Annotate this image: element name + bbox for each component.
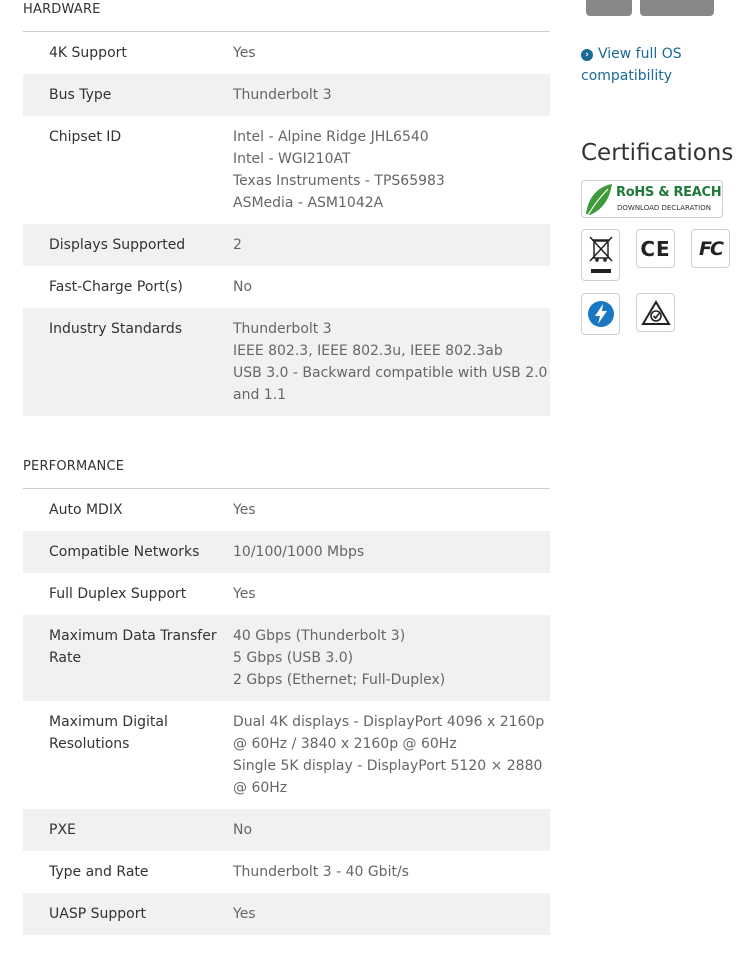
spec-value-line: 40 Gbps (Thunderbolt 3)	[233, 628, 406, 644]
table-row	[23, 809, 550, 851]
hardware-table	[23, 32, 550, 416]
top-button-1[interactable]	[586, 0, 632, 16]
spec-label-line: Type and Rate	[49, 864, 149, 880]
spec-value	[233, 126, 550, 214]
spec-value	[233, 583, 550, 605]
weee-badge	[581, 229, 620, 281]
spec-label	[23, 234, 233, 256]
table-row	[23, 701, 550, 809]
spec-value	[233, 861, 550, 883]
table-row	[23, 615, 550, 701]
spec-value-line: Yes	[233, 45, 256, 61]
spec-label	[23, 499, 233, 521]
spec-label	[23, 42, 233, 64]
table-row	[23, 531, 550, 573]
rohs-main-text: RoHS & REACH	[616, 185, 722, 200]
chevron-right-icon: ›	[581, 49, 593, 61]
spec-value-line: Texas Instruments - TPS65983	[233, 173, 445, 189]
os-link-text: View full OS compatibility	[581, 46, 682, 84]
table-row	[23, 573, 550, 615]
spec-value-line: 2 Gbps (Ethernet; Full-Duplex)	[233, 672, 446, 688]
spec-value	[233, 819, 550, 841]
spec-value-line: USB 3.0 - Backward compatible with USB 2.0 and 1.1	[233, 365, 548, 403]
performance-table	[23, 489, 550, 935]
spec-label	[23, 126, 233, 214]
spec-label-line: Maximum Data Transfer Rate	[49, 628, 217, 666]
spec-value	[233, 318, 550, 406]
table-row	[23, 74, 550, 116]
table-row	[23, 489, 550, 531]
spec-value	[233, 711, 550, 799]
spec-label-line: 4K Support	[49, 45, 127, 61]
rohs-reach-badge[interactable]	[581, 180, 723, 218]
hardware-title: HARDWARE	[23, 2, 101, 17]
spec-value-line: IEEE 802.3, IEEE 802.3u, IEEE 802.3ab	[233, 343, 503, 359]
spec-label-line: Chipset ID	[49, 129, 122, 145]
spec-value-line: Dual 4K displays - DisplayPort 4096 x 2160p @ 60Hz / 3840 x 2160p @ 60Hz	[233, 714, 545, 752]
spec-value	[233, 499, 550, 521]
spec-value	[233, 625, 550, 691]
spec-value	[233, 234, 550, 256]
spec-value-line: No	[233, 822, 253, 838]
spec-value-line: Intel - WGI210AT	[233, 151, 351, 167]
rohs-sub-text: DOWNLOAD DECLARATION	[617, 204, 711, 212]
spec-label-line: Fast-Charge Port(s)	[49, 279, 183, 295]
certifications-title: Certifications	[581, 140, 734, 166]
spec-label	[23, 903, 233, 925]
spec-value-line: Yes	[233, 586, 256, 602]
spec-value	[233, 903, 550, 925]
spec-value-line: 5 Gbps (USB 3.0)	[233, 650, 354, 666]
top-button-3[interactable]	[668, 0, 714, 16]
spec-label-line: Displays Supported	[49, 237, 186, 253]
table-row	[23, 224, 550, 266]
thunderbolt-badge	[581, 293, 620, 335]
rcm-badge	[636, 293, 675, 332]
spec-label-line: Compatible Networks	[49, 544, 200, 560]
spec-value	[233, 541, 550, 563]
spec-value-line: ASMedia - ASM1042A	[233, 195, 384, 211]
os-compatibility-link[interactable]	[581, 43, 741, 87]
spec-value-line: Intel - Alpine Ridge JHL6540	[233, 129, 429, 145]
spec-value-line: Thunderbolt 3 - 40 Gbit/s	[233, 864, 409, 880]
fcc-badge	[691, 229, 730, 268]
spec-value-line: 2	[233, 237, 242, 253]
spec-label-line: PXE	[49, 822, 76, 838]
spec-label	[23, 625, 233, 691]
spec-value	[233, 84, 550, 106]
spec-value	[233, 42, 550, 64]
spec-value	[233, 276, 550, 298]
table-row	[23, 308, 550, 416]
ce-mark-icon: CE	[640, 236, 671, 261]
spec-label	[23, 819, 233, 841]
spec-label-line: Industry Standards	[49, 321, 183, 337]
spec-label	[23, 861, 233, 883]
table-row	[23, 851, 550, 893]
table-row	[23, 893, 550, 935]
spec-label	[23, 541, 233, 563]
table-row	[23, 32, 550, 74]
spec-label	[23, 84, 233, 106]
spec-value-line: Yes	[233, 906, 256, 922]
spec-label	[23, 583, 233, 605]
table-row	[23, 116, 550, 224]
spec-value-line: Thunderbolt 3	[233, 87, 332, 103]
spec-label	[23, 276, 233, 298]
rcm-mark-icon	[641, 299, 671, 327]
spec-value-line: Single 5K display - DisplayPort 5120 × 2880 @ 60Hz	[233, 758, 543, 796]
spec-value-line: Thunderbolt 3	[233, 321, 332, 337]
spec-label	[23, 318, 233, 406]
spec-label-line: Maximum Digital Resolutions	[49, 714, 168, 752]
spec-label-line: Auto MDIX	[49, 502, 123, 518]
spec-label	[23, 711, 233, 799]
ce-badge	[636, 229, 675, 268]
spec-value-line: No	[233, 279, 253, 295]
performance-title: PERFORMANCE	[23, 459, 125, 474]
fcc-mark-icon: FC	[699, 237, 722, 260]
weee-bin-icon	[586, 233, 616, 277]
spec-label-line: Bus Type	[49, 87, 112, 103]
thunderbolt-icon	[586, 299, 616, 329]
table-row	[23, 266, 550, 308]
spec-value-line: 10/100/1000 Mbps	[233, 544, 365, 560]
spec-value-line: Yes	[233, 502, 256, 518]
spec-label-line: UASP Support	[49, 906, 146, 922]
spec-label-line: Full Duplex Support	[49, 586, 187, 602]
